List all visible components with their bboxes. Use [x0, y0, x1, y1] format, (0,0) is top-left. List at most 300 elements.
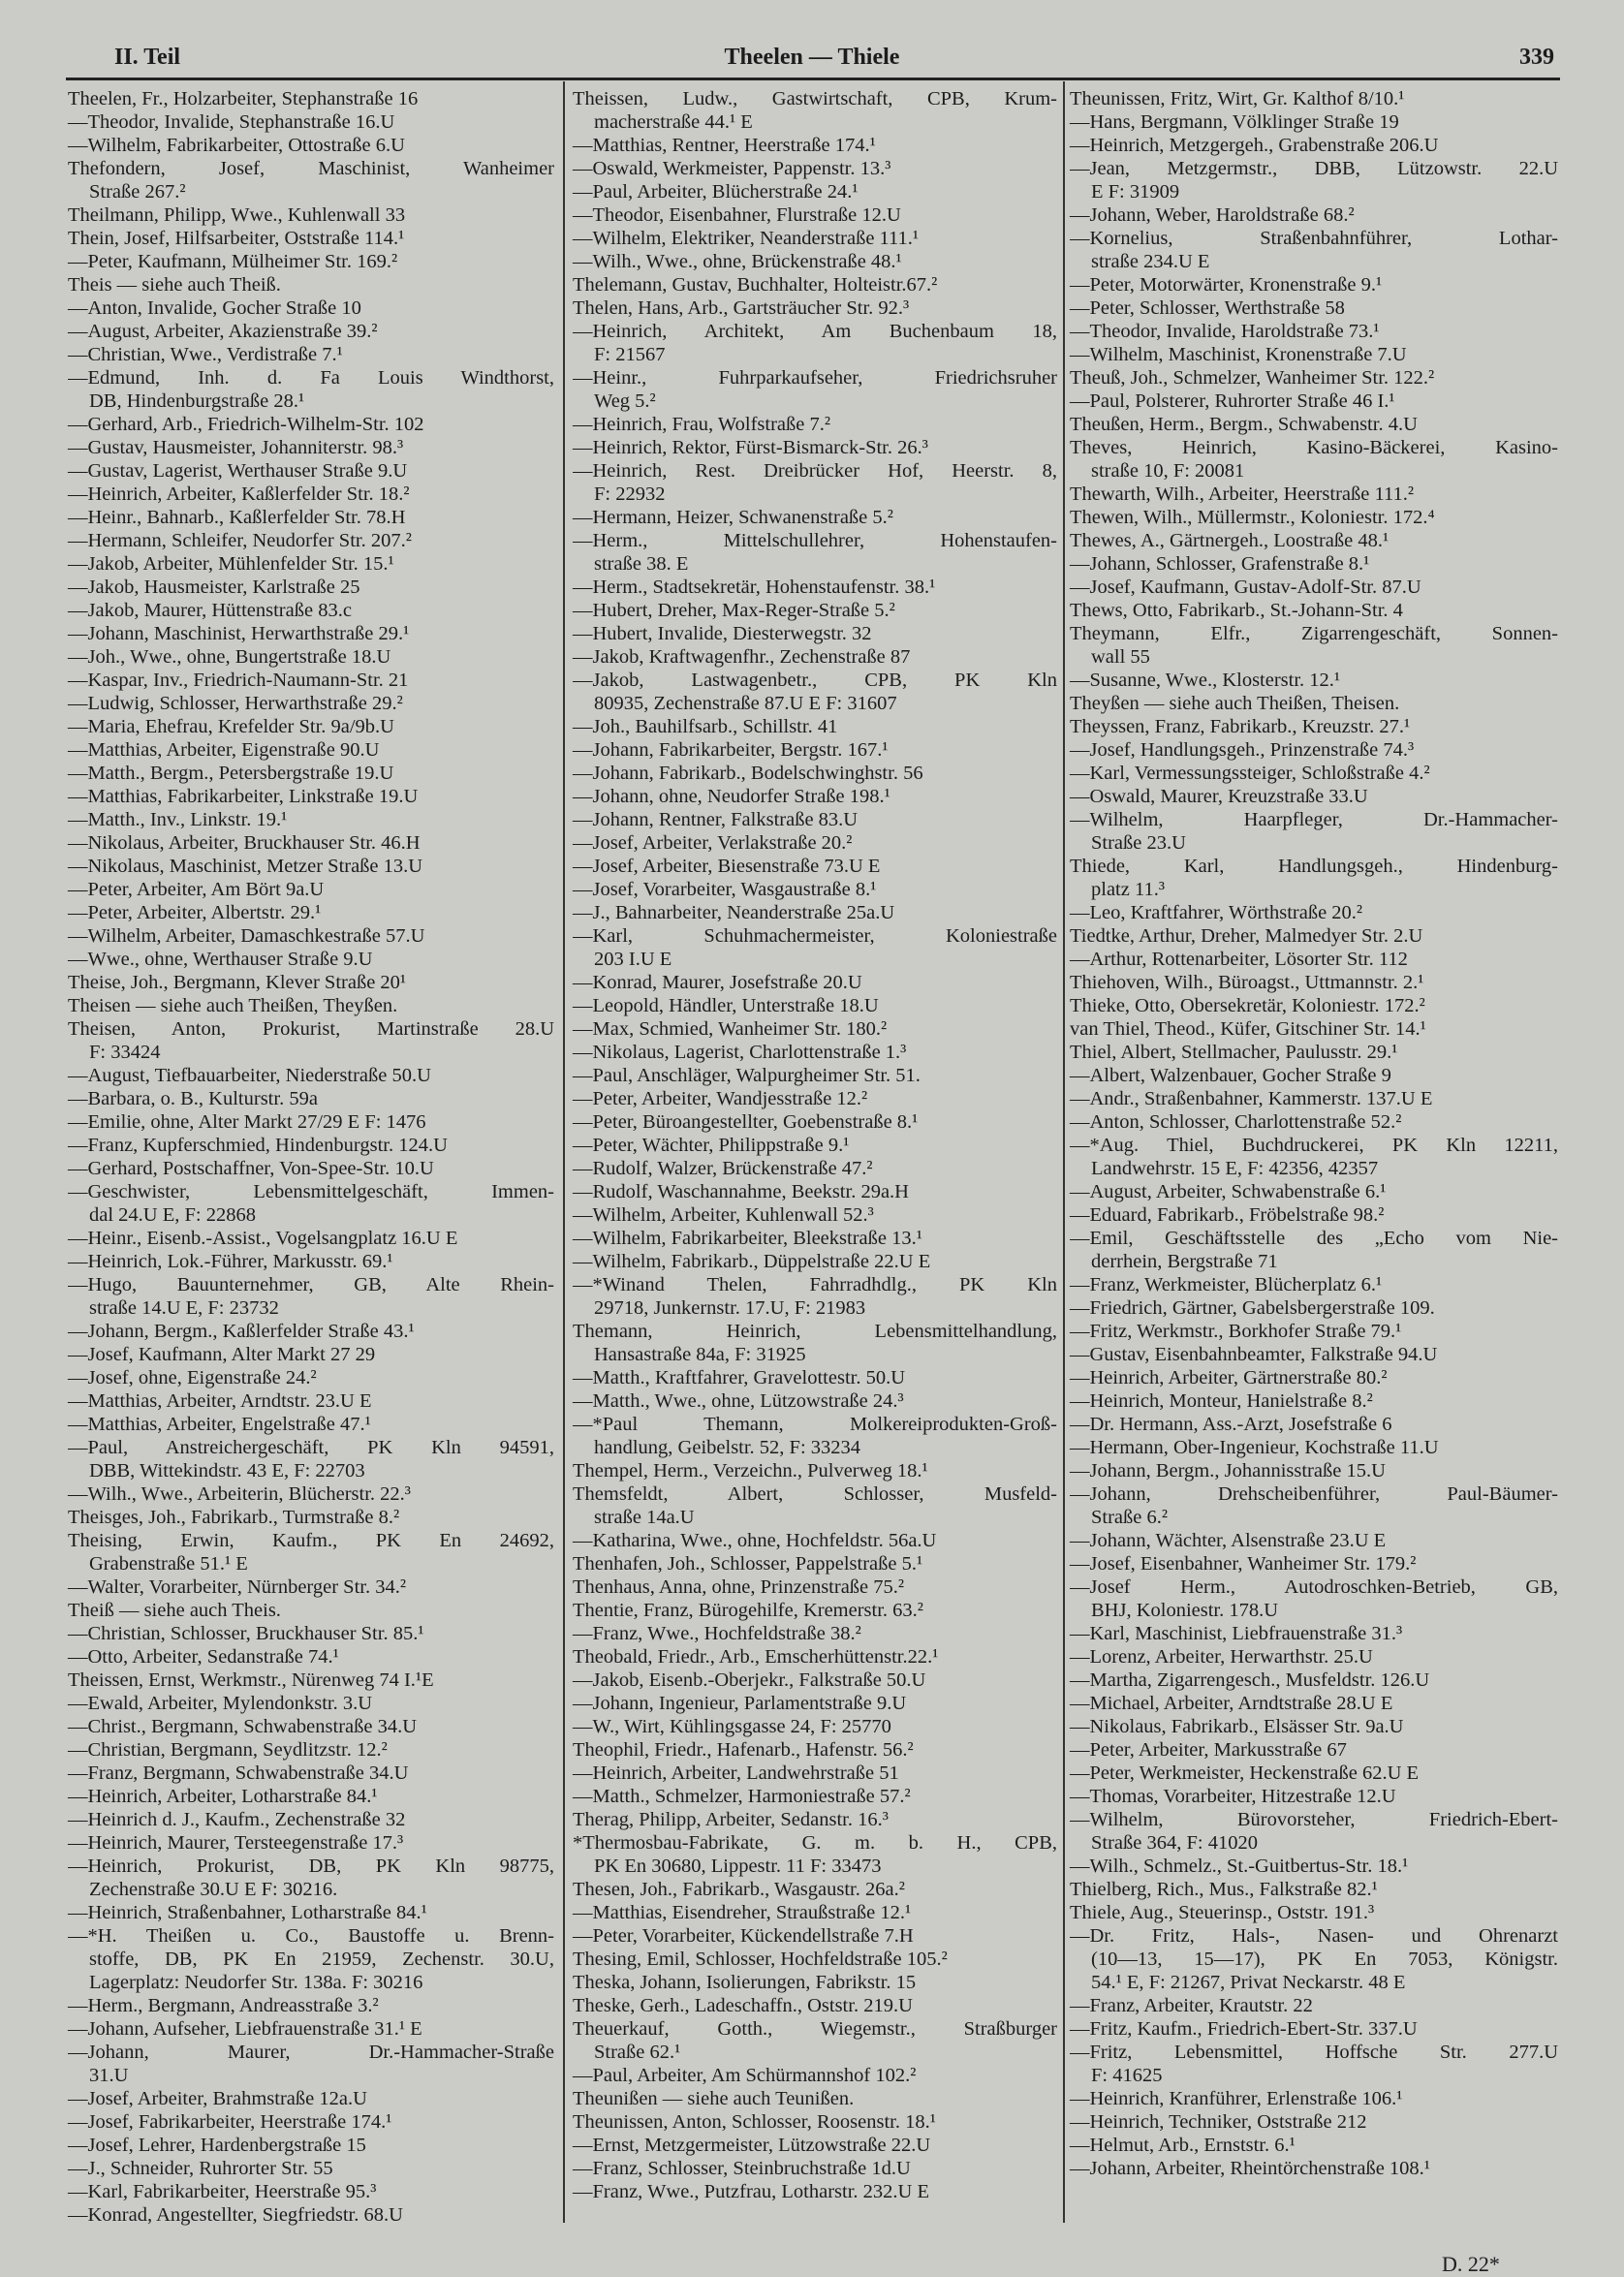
directory-entry	[1070, 1692, 1558, 1715]
entry-continuation-line: 203 I.U E	[594, 949, 672, 970]
directory-entry	[573, 1250, 1057, 1273]
directory-entry	[68, 250, 554, 273]
directory-entry	[573, 1785, 1057, 1808]
directory-entry	[1070, 1482, 1558, 1529]
entry-line: Theisen — siehe auch Theißen, Theyßen.	[68, 995, 398, 1016]
directory-entry	[1070, 924, 1558, 948]
directory-entry	[573, 180, 1057, 203]
entry-line: Thentie, Franz, Bürogehilfe, Kremerstr. 63.²	[573, 1600, 923, 1621]
entry-line: Theissen, Ludw., Gastwirtschaft, CPB, Krum-	[573, 88, 1057, 109]
directory-entry	[68, 831, 554, 855]
entry-line: —Konrad, Angestellter, Siegfriedstr. 68.U	[68, 2204, 403, 2226]
directory-entry	[573, 1808, 1057, 1831]
entry-line: Thieke, Otto, Obersekretär, Koloniestr. 172.²	[1070, 995, 1425, 1016]
directory-entry	[573, 1273, 1057, 1320]
entry-line: —Fritz, Lebensmittel, Hoffsche Str. 277.U	[1070, 2042, 1558, 2063]
directory-entry	[1070, 855, 1558, 901]
entry-line: Theunißen — siehe auch Teunißen.	[573, 2088, 855, 2109]
directory-entry	[1070, 1017, 1558, 1041]
entry-line: —Heinrich, Arbeiter, Gärtnerstraße 80.²	[1070, 1367, 1388, 1388]
directory-entry	[1070, 576, 1558, 599]
entry-line: —Peter, Arbeiter, Albertstr. 29.¹	[68, 902, 322, 923]
entry-line: —Paul, Arbeiter, Blücherstraße 24.¹	[573, 181, 859, 203]
entry-line: Thiede, Karl, Handlungsgeh., Hindenburg-	[1070, 856, 1558, 877]
entry-line: —Matth., Bergm., Petersbergstraße 19.U	[68, 763, 394, 784]
directory-entry	[1070, 1552, 1558, 1575]
directory-entry	[1070, 1622, 1558, 1645]
entry-line: —Arthur, Rottenarbeiter, Lösorter Str. 112	[1070, 949, 1408, 970]
entry-line: —Peter, Motorwärter, Kronenstraße 9.¹	[1070, 274, 1383, 296]
entry-line: Thefondern, Josef, Maschinist, Wanheimer	[68, 158, 554, 179]
entry-line: —Matth., Schmelzer, Harmoniestraße 57.²	[573, 1786, 911, 1807]
entry-line: —Wilhelm, Maschinist, Kronenstraße 7.U	[1070, 344, 1407, 365]
entry-line: —Johann, Ingenieur, Parlamentstraße 9.U	[573, 1693, 907, 1714]
directory-entry	[573, 1552, 1057, 1575]
entry-line: —Dr. Fritz, Hals-, Nasen- und Ohrenarzt	[1070, 1925, 1558, 1947]
directory-entry	[1070, 762, 1558, 785]
directory-entry	[68, 971, 554, 994]
directory-entry	[68, 1064, 554, 1087]
entry-line: Therag, Philipp, Arbeiter, Sedanstr. 16.³	[573, 1809, 889, 1830]
directory-entry	[68, 1924, 554, 1994]
entry-continuation-line: stoffe, DB, PK En 21959, Zechenstr. 30.U,	[89, 1949, 554, 1970]
entry-line: —Geschwister, Lebensmittelgeschäft, Immen-	[68, 1181, 554, 1202]
directory-entry	[1070, 1227, 1558, 1273]
entry-line: Thewes, A., Gärtnergeh., Loostraße 48.¹	[1070, 530, 1390, 551]
entry-line: —Hermann, Ober-Ingenieur, Kochstraße 11.U	[1070, 1437, 1439, 1458]
directory-entry	[68, 2134, 554, 2157]
entry-line: —Josef, Kaufmann, Gustav-Adolf-Str. 87.U	[1070, 577, 1421, 598]
directory-entry	[1070, 2157, 1558, 2180]
directory-entry	[68, 645, 554, 669]
entry-line: —Rudolf, Waschannahme, Beekstr. 29a.H	[573, 1181, 909, 1202]
entry-line: —Josef, Arbeiter, Brahmstraße 12a.U	[68, 2088, 367, 2109]
entry-line: —Andr., Straßenbahner, Kammerstr. 137.U E	[1070, 1088, 1433, 1109]
directory-entry	[1070, 436, 1558, 483]
directory-entry	[573, 2157, 1057, 2180]
entry-line: —Franz, Bergmann, Schwabenstraße 34.U	[68, 1762, 409, 1784]
directory-entry	[1070, 669, 1558, 692]
directory-entry	[68, 110, 554, 134]
directory-entry	[1070, 483, 1558, 506]
entry-line: —Paul, Polsterer, Ruhrorter Straße 46 I.¹	[1070, 390, 1395, 412]
entry-line: —Paul, Arbeiter, Am Schürmannshof 102.²	[573, 2065, 917, 2086]
directory-entry	[1070, 971, 1558, 994]
directory-entry	[1070, 529, 1558, 552]
directory-entry	[1070, 1389, 1558, 1413]
directory-entry	[1070, 1762, 1558, 1785]
directory-entry	[68, 994, 554, 1017]
entry-continuation-line: E F: 31909	[1091, 181, 1180, 203]
directory-entry	[1070, 1110, 1558, 1134]
directory-entry	[68, 343, 554, 366]
entry-line: —Peter, Werkmeister, Heckenstraße 62.U E	[1070, 1762, 1420, 1784]
entry-line: Theise, Joh., Bergmann, Klever Straße 20¹	[68, 972, 407, 993]
directory-entry	[68, 1506, 554, 1529]
directory-entry	[68, 87, 554, 110]
entry-continuation-line: straße 38. E	[594, 553, 689, 575]
entry-line: —Theodor, Invalide, Stephanstraße 16.U	[68, 111, 395, 133]
entry-line: Theyßen — siehe auch Theißen, Theisen.	[1070, 693, 1400, 714]
entry-continuation-line: Straße 364, F: 41020	[1091, 1832, 1258, 1854]
directory-entry	[573, 1017, 1057, 1041]
entry-line: —Emilie, ohne, Alter Markt 27/29 E F: 1476	[68, 1111, 426, 1133]
directory-entry	[1070, 2017, 1558, 2041]
directory-entry	[1070, 552, 1558, 576]
directory-entry	[573, 762, 1057, 785]
entry-line: —Jakob, Lastwagenbetr., CPB, PK Kln	[573, 670, 1057, 691]
directory-entry	[573, 1203, 1057, 1227]
entry-line: —August, Tiefbauarbeiter, Niederstraße 50.U	[68, 1065, 431, 1086]
directory-entry	[68, 1529, 554, 1575]
entry-line: —Josef, Vorarbeiter, Wasgaustraße 8.¹	[573, 879, 877, 900]
directory-entry	[1070, 1785, 1558, 1808]
entry-line: —Rudolf, Walzer, Brückenstraße 47.²	[573, 1158, 873, 1179]
entry-continuation-line: 31.U	[89, 2065, 129, 2086]
entry-line: —Josef Herm., Autodroschken-Betrieb, GB,	[1070, 1576, 1558, 1598]
entry-line: —Fritz, Werkmstr., Borkhofer Straße 79.¹	[1070, 1321, 1402, 1342]
header-rule	[66, 78, 1560, 80]
directory-entry	[1070, 1529, 1558, 1552]
directory-entry	[1070, 1436, 1558, 1459]
directory-entry	[1070, 157, 1558, 203]
directory-entry	[573, 1413, 1057, 1459]
entry-line: —Nikolaus, Arbeiter, Bruckhauser Str. 46.H	[68, 832, 421, 854]
entry-line: —Johann, Rentner, Falkstraße 83.U	[573, 809, 859, 830]
directory-entry	[68, 1343, 554, 1366]
entry-line: —Kornelius, Straßenbahnführer, Lothar-	[1070, 228, 1558, 249]
entry-line: —Christian, Schlosser, Bruckhauser Str. 85.¹	[68, 1623, 424, 1644]
directory-entry	[68, 1482, 554, 1506]
directory-entry	[573, 1715, 1057, 1738]
entry-continuation-line: F: 21567	[594, 344, 666, 365]
entry-line: —Matth., Kraftfahrer, Gravelottestr. 50.U	[573, 1367, 906, 1388]
entry-line: —Heinrich d. J., Kaufm., Zechenstraße 32	[68, 1809, 406, 1830]
entry-line: —Oswald, Maurer, Kreuzstraße 33.U	[1070, 786, 1368, 807]
directory-entry	[68, 552, 554, 576]
directory-entry	[68, 808, 554, 831]
directory-entry	[573, 1529, 1057, 1552]
entry-continuation-line: Landwehrstr. 15 E, F: 42356, 42357	[1091, 1158, 1379, 1179]
entry-line: —Heinrich, Rektor, Fürst-Bismarck-Str. 26.³	[573, 437, 928, 458]
entry-line: —Johann, Schlosser, Grafenstraße 8.¹	[1070, 553, 1370, 575]
entry-line: —Leo, Kraftfahrer, Wörthstraße 20.²	[1070, 902, 1363, 923]
entry-line: —Peter, Arbeiter, Wandjesstraße 12.²	[573, 1088, 868, 1109]
directory-entry	[573, 366, 1057, 413]
directory-entry	[573, 1738, 1057, 1762]
entry-line: —Wilhelm, Elektriker, Neanderstraße 111.¹	[573, 228, 920, 249]
entry-line: —Johann, Maschinist, Herwarthstraße 29.¹	[68, 623, 410, 644]
entry-line: Thenhafen, Joh., Schlosser, Pappelstraße 5.¹	[573, 1553, 923, 1575]
entry-line: —Josef, Arbeiter, Biesenstraße 73.U E	[573, 856, 881, 877]
directory-entry	[1070, 808, 1558, 855]
directory-entry	[68, 1738, 554, 1762]
directory-entry	[68, 1715, 554, 1738]
directory-entry	[1070, 366, 1558, 390]
directory-entry	[68, 669, 554, 692]
directory-entry	[573, 1110, 1057, 1134]
directory-entry	[1070, 1134, 1558, 1180]
directory-entry	[68, 1669, 554, 1692]
directory-entry	[573, 87, 1057, 134]
directory-entry	[1070, 1738, 1558, 1762]
entry-line: —August, Arbeiter, Schwabenstraße 6.¹	[1070, 1181, 1387, 1202]
entry-line: —Heinrich, Architekt, Am Buchenbaum 18,	[573, 321, 1057, 342]
directory-entry	[573, 901, 1057, 924]
entry-line: —Michael, Arbeiter, Arndtstraße 28.U E	[1070, 1693, 1393, 1714]
entry-line: —Herm., Stadtsekretär, Hohenstaufenstr. 38.¹	[573, 577, 936, 598]
directory-entry	[573, 622, 1057, 645]
entry-continuation-line: straße 10, F: 20081	[1091, 460, 1245, 482]
entry-line: Theobald, Friedr., Arb., Emscherhüttenstr.22.¹	[573, 1646, 939, 1668]
directory-entry	[573, 1087, 1057, 1110]
entry-line: Tiedtke, Arthur, Dreher, Malmedyer Str. 2.U	[1070, 925, 1423, 947]
entry-continuation-line: F: 22932	[594, 483, 666, 505]
entry-continuation-line: DBB, Wittekindstr. 43 E, F: 22703	[89, 1460, 365, 1482]
entry-line: —Karl, Vermessungssteiger, Schloßstraße 4.²	[1070, 763, 1430, 784]
directory-entry	[68, 1389, 554, 1413]
directory-entry	[68, 1436, 554, 1482]
entry-line: —Wilhelm, Fabrikarbeiter, Ottostraße 6.U	[68, 135, 405, 156]
directory-entry	[573, 2110, 1057, 2134]
column-1	[68, 87, 554, 2227]
entry-line: Thewarth, Wilh., Arbeiter, Heerstraße 111.²	[1070, 483, 1414, 505]
entry-line: —Gustav, Eisenbahnbeamter, Falkstraße 94.U	[1070, 1344, 1438, 1365]
entry-line: —Matth., Inv., Linkstr. 19.¹	[68, 809, 288, 830]
entry-line: Theußen, Herm., Bergm., Schwabenstr. 4.U	[1070, 414, 1418, 435]
entry-line: —Johann, Fabrikarb., Bodelschwinghstr. 56	[573, 763, 923, 784]
directory-entry	[68, 436, 554, 459]
entry-line: —Johann, Arbeiter, Rheintörchenstraße 108.¹	[1070, 2158, 1430, 2179]
directory-entry	[573, 413, 1057, 436]
directory-entry	[573, 436, 1057, 459]
entry-line: —Hans, Bergmann, Völklinger Straße 19	[1070, 111, 1399, 133]
entry-continuation-line: PK En 30680, Lippestr. 11 F: 33473	[594, 1856, 882, 1877]
directory-entry	[68, 692, 554, 715]
entry-line: —Jakob, Eisenb.-Oberjekr., Falkstraße 50.U	[573, 1669, 926, 1691]
directory-entry	[68, 1762, 554, 1785]
entry-line: —Heinrich, Frau, Wolfstraße 7.²	[573, 414, 830, 435]
directory-entry	[573, 1971, 1057, 1994]
entry-line: —Jakob, Kraftwagenfhr., Zechenstraße 87	[573, 646, 911, 668]
entry-line: —*H. Theißen u. Co., Baustoffe u. Brenn-	[68, 1925, 554, 1947]
entry-line: —Heinr., Fuhrparkaufseher, Friedrichsruher	[573, 367, 1057, 389]
entry-continuation-line: derrhein, Bergstraße 71	[1091, 1251, 1278, 1272]
directory-entry	[68, 483, 554, 506]
entry-line: —Wilhelm, Bürovorsteher, Friedrich-Ebert-	[1070, 1809, 1558, 1830]
directory-entry	[1070, 1320, 1558, 1343]
entry-line: *Thermosbau-Fabrikate, G. m. b. H., CPB,	[573, 1832, 1057, 1854]
directory-entry	[1070, 2134, 1558, 2157]
directory-entry	[68, 1901, 554, 1924]
directory-entry	[1070, 1575, 1558, 1622]
entry-line: Theilmann, Philipp, Wwe., Kuhlenwall 33	[68, 204, 406, 226]
directory-entry	[573, 855, 1057, 878]
directory-entry	[68, 762, 554, 785]
directory-entry	[573, 1762, 1057, 1785]
entry-line: —Franz, Schlosser, Steinbruchstraße 1d.U	[573, 2158, 911, 2179]
entry-continuation-line: Lagerplatz: Neudorfer Str. 138a. F: 30216	[89, 1972, 423, 1993]
directory-entry	[68, 855, 554, 878]
directory-entry	[1070, 2110, 1558, 2134]
entry-line: —Josef, Fabrikarbeiter, Heerstraße 174.¹	[68, 2111, 392, 2133]
directory-entry	[573, 1482, 1057, 1529]
entry-continuation-line: wall 55	[1091, 646, 1150, 668]
directory-entry	[573, 1994, 1057, 2017]
directory-entry	[68, 924, 554, 948]
entry-line: —Kaspar, Inv., Friedrich-Naumann-Str. 21	[68, 670, 409, 691]
directory-entry	[1070, 1994, 1558, 2017]
directory-entry	[68, 1599, 554, 1622]
entry-line: —Oswald, Werkmeister, Pappenstr. 13.³	[573, 158, 891, 179]
directory-entry	[1070, 1855, 1558, 1878]
directory-entry	[573, 273, 1057, 296]
entry-line: —Karl, Fabrikarbeiter, Heerstraße 95.³	[68, 2181, 377, 2202]
entry-continuation-line: F: 33424	[89, 1042, 161, 1063]
entry-line: —Emil, Geschäftsstelle des „Echo vom Nie-	[1070, 1228, 1558, 1249]
directory-entry	[1070, 134, 1558, 157]
directory-entry	[1070, 1041, 1558, 1064]
directory-entry	[68, 2180, 554, 2203]
entry-line: —Jakob, Arbeiter, Mühlenfelder Str. 15.¹	[68, 553, 394, 575]
entry-line: —Johann, Maurer, Dr.-Hammacher-Straße	[68, 2042, 554, 2063]
directory-entry	[573, 2180, 1057, 2203]
directory-entry	[68, 1227, 554, 1250]
directory-entry	[573, 2134, 1057, 2157]
directory-entry	[573, 459, 1057, 506]
directory-entry	[1070, 1203, 1558, 1227]
entry-continuation-line: straße 14a.U	[594, 1507, 695, 1528]
directory-entry	[573, 1901, 1057, 1924]
entry-continuation-line: straße 234.U E	[1091, 251, 1210, 272]
entry-line: —Christian, Bergmann, Seydlitzstr. 12.²	[68, 1739, 388, 1761]
directory-entry	[573, 1878, 1057, 1901]
entry-line: Thein, Josef, Hilfsarbeiter, Oststraße 114.¹	[68, 228, 405, 249]
directory-entry	[68, 1785, 554, 1808]
directory-entry	[573, 1227, 1057, 1250]
entry-line: Theuerkauf, Gotth., Wiegemstr., Straßburger	[573, 2018, 1057, 2040]
entry-line: Thempel, Herm., Verzeichn., Pulverweg 18.¹	[573, 1460, 928, 1482]
entry-line: Thewen, Wilh., Müllermstr., Koloniestr. 172.⁴	[1070, 507, 1435, 528]
entry-continuation-line: macherstraße 44.¹ E	[594, 111, 753, 133]
directory-entry	[573, 878, 1057, 901]
entry-continuation-line: 54.¹ E, F: 21267, Privat Neckarstr. 48 E	[1091, 1972, 1406, 1993]
entry-line: Themann, Heinrich, Lebensmittelhandlung,	[573, 1321, 1057, 1342]
directory-entry	[68, 785, 554, 808]
entry-line: —Paul, Anschläger, Walpurgheimer Str. 51.	[573, 1065, 921, 1086]
entry-line: —Wilhelm, Fabrikarb., Düppelstraße 22.U E	[573, 1251, 931, 1272]
entry-line: —Jakob, Hausmeister, Karlstraße 25	[68, 577, 360, 598]
directory-entry	[573, 1669, 1057, 1692]
entry-line: —Josef, ohne, Eigenstraße 24.²	[68, 1367, 317, 1388]
directory-entry	[1070, 994, 1558, 1017]
entry-line: —Gustav, Lagerist, Werthauser Straße 9.U	[68, 460, 408, 482]
directory-entry	[573, 134, 1057, 157]
directory-entry	[573, 831, 1057, 855]
entry-line: Thesen, Joh., Fabrikarb., Wasgaustr. 26a.²	[573, 1879, 905, 1900]
directory-entry	[573, 1924, 1057, 1948]
entry-continuation-line: 80935, Zechenstraße 87.U E F: 31607	[594, 693, 897, 714]
entry-line: —Edmund, Inh. d. Fa Louis Windthorst,	[68, 367, 554, 389]
directory-entry	[1070, 692, 1558, 715]
entry-line: Theuß, Joh., Schmelzer, Wanheimer Str. 122.²	[1070, 367, 1435, 389]
entry-line: —Johann, Aufseher, Liebfrauenstraße 31.¹ E	[68, 2018, 422, 2040]
entry-line: —Heinrich, Metzgergeh., Grabenstraße 206.U	[1070, 135, 1439, 156]
entry-line: —Karl, Schuhmachermeister, Koloniestraße	[573, 925, 1057, 947]
directory-entry	[1070, 203, 1558, 227]
entry-continuation-line: straße 14.U E, F: 23732	[89, 1297, 279, 1319]
entry-line: —Eduard, Fabrikarb., Fröbelstraße 98.²	[1070, 1204, 1385, 1226]
directory-entry	[68, 134, 554, 157]
entry-line: —Johann, Drehscheibenführer, Paul-Bäumer-	[1070, 1483, 1558, 1505]
directory-entry	[68, 273, 554, 296]
entry-line: Theisges, Joh., Fabrikarb., Turmstraße 8.²	[68, 1507, 400, 1528]
entry-line: —Nikolaus, Fabrikarb., Elsässer Str. 9a.U	[1070, 1716, 1404, 1737]
directory-entry	[573, 320, 1057, 366]
entry-line: Theske, Gerh., Ladeschaffn., Oststr. 219.U	[573, 1995, 913, 2016]
directory-entry	[573, 2064, 1057, 2087]
entry-line: —*Aug. Thiel, Buchdruckerei, PK Kln 12211,	[1070, 1135, 1558, 1156]
entry-line: —Theodor, Eisenbahner, Flurstraße 12.U	[573, 204, 901, 226]
directory-entry	[1070, 901, 1558, 924]
entry-line: —Josef, Arbeiter, Verlakstraße 20.²	[573, 832, 853, 854]
entry-line: —W., Wirt, Kühlingsgasse 24, F: 25770	[573, 1716, 891, 1737]
entry-line: Theunissen, Anton, Schlosser, Roosenstr. 18.¹	[573, 2111, 936, 2133]
entry-line: —Joh., Wwe., ohne, Bungertstraße 18.U	[68, 646, 391, 668]
entry-continuation-line: platz 11.³	[1091, 879, 1165, 900]
entry-line: —Martha, Zigarrengesch., Musfeldstr. 126.U	[1070, 1669, 1430, 1691]
entry-line: —Konrad, Maurer, Josefstraße 20.U	[573, 972, 862, 993]
directory-entry	[68, 599, 554, 622]
entry-line: —Susanne, Wwe., Klosterstr. 12.¹	[1070, 670, 1341, 691]
directory-entry	[1070, 948, 1558, 971]
directory-entry	[573, 227, 1057, 250]
directory-entry	[1070, 1878, 1558, 1901]
column-3	[1070, 87, 1558, 2180]
directory-entry	[68, 2087, 554, 2110]
entry-line: —Hugo, Bauunternehmer, GB, Alte Rhein-	[68, 1274, 554, 1295]
entry-line: —Heinrich, Prokurist, DB, PK Kln 98775,	[68, 1856, 554, 1877]
directory-entry	[68, 1413, 554, 1436]
entry-line: —Josef, Handlungsgeh., Prinzenstraße 74.³	[1070, 739, 1415, 761]
directory-entry	[1070, 1366, 1558, 1389]
entry-line: —Matthias, Rentner, Heerstraße 174.¹	[573, 135, 876, 156]
entry-line: —Heinr., Eisenb.-Assist., Vogelsangplatz 16.U E	[68, 1228, 458, 1249]
entry-line: —Matthias, Eisendreher, Straußstraße 12.¹	[573, 1902, 912, 1923]
page-number: 339	[1519, 45, 1554, 70]
running-head: Theelen — Thiele	[724, 45, 900, 70]
entry-continuation-line: handlung, Geibelstr. 52, F: 33234	[594, 1437, 861, 1458]
directory-entry	[1070, 599, 1558, 622]
directory-entry	[573, 1320, 1057, 1366]
directory-entry	[68, 1366, 554, 1389]
directory-entry	[573, 250, 1057, 273]
entry-line: Theska, Johann, Isolierungen, Fabrikstr. 15	[573, 1972, 917, 1993]
entry-line: —Heinrich, Lok.-Führer, Markusstr. 69.¹	[68, 1251, 393, 1272]
entry-line: —Hubert, Invalide, Diesterwegstr. 32	[573, 623, 872, 644]
column-2	[573, 87, 1057, 2203]
entry-line: —Johann, Bergm., Kaßlerfelder Straße 43.¹	[68, 1321, 415, 1342]
entry-line: —*Winand Thelen, Fahrradhdlg., PK Kln	[573, 1274, 1057, 1295]
directory-entry	[68, 1250, 554, 1273]
entry-line: —Hubert, Dreher, Max-Reger-Straße 5.²	[573, 600, 895, 621]
entry-line: —Josef, Lehrer, Hardenbergstraße 15	[68, 2135, 366, 2156]
entry-line: Theisen, Anton, Prokurist, Martinstraße 28.U	[68, 1018, 554, 1040]
directory-entry	[573, 1157, 1057, 1180]
entry-line: —Katharina, Wwe., ohne, Hochfeldstr. 56a.U	[573, 1530, 937, 1551]
directory-entry	[68, 1645, 554, 1669]
directory-entry	[1070, 2087, 1558, 2110]
